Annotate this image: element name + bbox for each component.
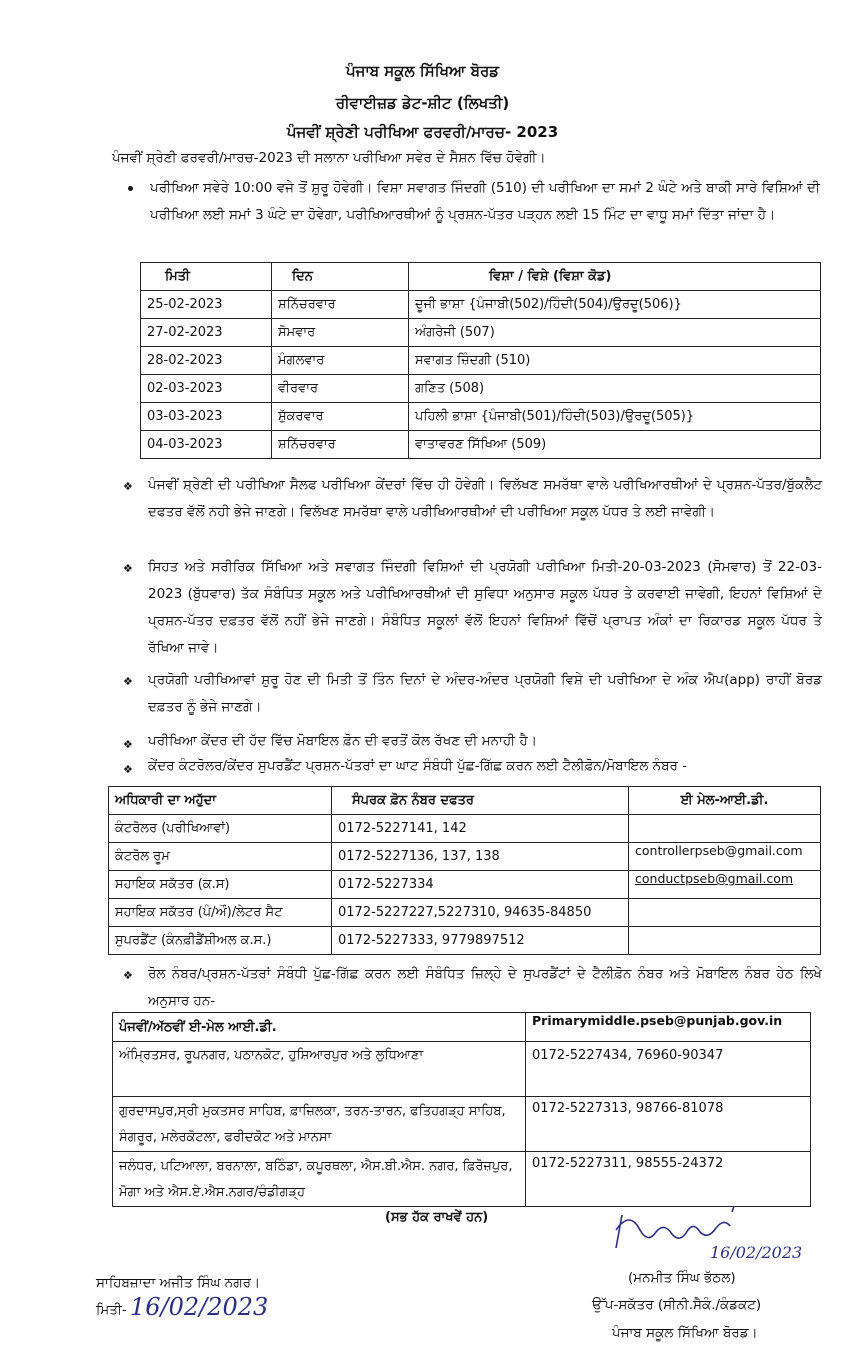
schedule-date: 28-02-2023 xyxy=(141,347,272,375)
intro-text: ਪੰਜਵੀਂ ਸ਼੍ਰੇਣੀ ਫਰਵਰੀ/ਮਾਰਚ-2023 ਦੀ ਸਲਾਨਾ ਪਰੀਖਿਆ ਸਵੇਰ ਦੇ ਸੈਸ਼ਨ ਵਿੱਚ ਹੋਵੇਗੀ। xyxy=(112,150,546,166)
districts-email-link[interactable]: Primarymiddle.pseb@punjab.gov.in xyxy=(526,1013,811,1042)
district-list: ਜਲੰਧਰ, ਪਟਿਆਲਾ, ਬਰਨਾਲਾ, ਬਠਿੰਡਾ, ਕਪੂਰਥਲਾ, ਐਸ.ਬੀ.ਐਸ. ਨਗਰ, ਫ਼ਿਰੋਜ਼ਪੁਰ, ਮੋਗਾ ਅਤੇ ਐਸ.ਏ.ਐਸ.ਨਗਰ/ਚੰਡੀਗੜ੍ਹ xyxy=(113,1152,526,1207)
table-row xyxy=(141,375,821,403)
schedule-subject: ਪਹਿਲੀ ਭਾਸ਼ਾ {ਪੰਜਾਬੀ(501)/ਹਿੰਦੀ(503)/ਉਰਦੂ(505)} xyxy=(409,403,821,431)
table-row xyxy=(109,815,821,843)
signature-date: 16/02/2023 xyxy=(710,1243,803,1262)
district-list: ਗੁਰਦਾਸਪੁਰ,ਸ੍ਰੀ ਮੁਕਤਸਰ ਸਾਹਿਬ, ਫ਼ਾਜ਼ਿਲਕਾ, ਤਰਨ-ਤਾਰਨ, ਫਤਿਹਗੜ੍ਹ ਸਾਹਿਬ, ਸੰਗਰੂਰ, ਮਲੇਰਕੋਟਲਾ, ਫਰੀਦਕੋਟ ਅਤੇ ਮਾਨਸਾ xyxy=(113,1097,526,1152)
diamond-bullet-icon: ❖ xyxy=(123,562,133,575)
bullet-icon xyxy=(128,186,133,191)
diamond-bullet-icon: ❖ xyxy=(123,738,133,751)
sheet-title: ਰੀਵਾਈਜ਼ਡ ਡੇਟ-ਸ਼ੀਟ (ਲਿਖਤੀ) xyxy=(335,94,510,112)
table-row xyxy=(109,927,821,955)
schedule-day: ਸ਼ਨਿੱਚਰਵਾਰ xyxy=(272,431,409,459)
board-title: ਪੰਜਾਬ ਸਕੂਲ ਸਿੱਖਿਆ ਬੋਰਡ xyxy=(345,62,500,80)
schedule-date: 25-02-2023 xyxy=(141,291,272,319)
schedule-day: ਸ਼ਨਿੱਚਰਵਾਰ xyxy=(272,291,409,319)
contact-email-link[interactable]: controllerpseb@gmail.com xyxy=(629,843,821,871)
contacts-table xyxy=(108,786,821,955)
schedule-date: 02-03-2023 xyxy=(141,375,272,403)
table-row xyxy=(113,1152,811,1207)
contact-phone: 0172-5227141, 142 xyxy=(332,815,629,843)
note-roll-number: ਰੋਲ ਨੰਬਰ/ਪ੍ਰਸ਼ਨ-ਪੱਤਰਾਂ ਸੰਬੰਧੀ ਪੁੱਛ-ਗਿੱਛ ਕਰਨ ਲਈ ਸੰਬੰਧਿਤ ਜ਼ਿਲ੍ਹੇ ਦੇ ਸੁਪਰਡੈਂਟਾਂ ਦੇ ਟੈਲੀਫ਼ੋਨ ਨੰਬਰ ਅਤੇ ਮੋਬਾਇਲ ਨੰਬਰ ਹੇਠ ਲਿਖੇ ਅਨੁਸਾਰ ਹਨ- xyxy=(148,966,822,1009)
table-row xyxy=(109,899,821,927)
schedule-day: ਵੀਰਵਾਰ xyxy=(272,375,409,403)
table-row xyxy=(141,431,821,459)
districts-table xyxy=(112,1012,811,1207)
contact-post: ਸਹਾਇਕ ਸਕੱਤਰ (ਪੰ/ਔ)/ਲੇਟਰ ਸੈਟ xyxy=(109,899,332,927)
district-phone: 0172-5227313, 98766-81078 xyxy=(526,1097,811,1152)
table-row xyxy=(109,871,821,899)
table-row xyxy=(141,403,821,431)
contact-phone: 0172-5227136, 137, 138 xyxy=(332,843,629,871)
signatory-org: ਪੰਜਾਬ ਸਕੂਲ ਸਿੱਖਿਆ ਬੋਰਡ। xyxy=(612,1325,758,1341)
footer-date-label: ਮਿਤੀ- xyxy=(96,1302,127,1318)
timing-note: ਪਰੀਖਿਆ ਸਵੇਰੇ 10:00 ਵਜੇ ਤੋਂ ਸ਼ੁਰੂ ਹੋਵੇਗੀ। ਵਿਸ਼ਾ ਸਵਾਗਤ ਜਿੰਦਗੀ (510) ਦੀ ਪਰੀਖਿਆ ਦਾ ਸਮਾਂ 2 ਘੰਟੇ ਅਤੇ ਬਾਕੀ ਸਾਰੇ ਵਿਸ਼ਿਆਂ ਦੀ ਪਰੀਖਿਆ ਲਈ ਸਮਾਂ 3 ਘੰਟੇ ਦਾ ਹੋਵੇਗਾ, ਪਰੀਖਿਆਰਥੀਆਂ ਨੂੰ ਪ੍ਰਸ਼ਨ-ਪੱਤਰ ਪੜ੍ਹਨ ਲਈ 15 ਮਿੰਟ ਦਾ ਵਾਧੂ ਸਮਾਂ ਦਿੱਤਾ ਜਾਂਦਾ ਹੈ। xyxy=(150,180,820,223)
table-row xyxy=(141,291,821,319)
schedule-table xyxy=(140,262,821,459)
signatory-name: (ਮਨਮੀਤ ਸਿੰਘ ਭੱਠਲ) xyxy=(628,1270,736,1286)
note-self-centre: ਪੰਜਵੀਂ ਸ਼੍ਰੇਣੀ ਦੀ ਪਰੀਖਿਆ ਸੈਲਫ ਪਰੀਖਿਆ ਕੇਂਦਰਾਂ ਵਿੱਚ ਹੀ ਹੋਵੇਗੀ। ਵਿਲੱਖਣ ਸਮਰੱਥਾ ਵਾਲੇ ਪਰੀਖਿਆਰਥੀਆਂ ਦੇ ਪ੍ਰਸ਼ਨ-ਪੱਤਰ/ਬੁੱਕਲੈਟ ਦਫਤਰ ਵੱਲੋਂ ਨਹੀ ਭੇਜੇ ਜਾਣਗੇ। ਵਿਲੱਖਣ ਸਮਰੱਥਾ ਵਾਲੇ ਪਰੀਖਿਆਰਥੀਆਂ ਦੀ ਪਰੀਖਿਆ ਸਕੂਲ ਪੱਧਰ ਤੇ ਲਈ ਜਾਵੇਗੀ। xyxy=(148,477,822,520)
contact-post: ਸੁਪਰਡੈਂਟ (ਕੰਨਫ਼ੀਡੈਂਸ਼ੀਅਲ ਕ.ਸ.) xyxy=(109,927,332,955)
schedule-day: ਮੰਗਲਵਾਰ xyxy=(272,347,409,375)
schedule-subject: ਵਾਤਾਵਰਣ ਸਿੱਖਿਆ (509) xyxy=(409,431,821,459)
contact-email-link[interactable]: conductpseb@gmail.com xyxy=(629,871,821,899)
schedule-header-subject: ਵਿਸ਼ਾ / ਵਿਸ਼ੇ (ਵਿਸ਼ਾ ਕੋਡ) xyxy=(409,263,821,291)
table-row xyxy=(141,319,821,347)
contacts-header-email: ਈ ਮੇਲ-ਆਈ.ਡੀ. xyxy=(629,787,821,815)
contact-email xyxy=(629,927,821,955)
schedule-header-date: ਮਿਤੀ xyxy=(141,263,272,291)
contacts-header-post: ਅਧਿਕਾਰੀ ਦਾ ਅਹੁੱਦਾ xyxy=(109,787,332,815)
district-phone: 0172-5227434, 76960-90347 xyxy=(526,1042,811,1097)
note-mobile: ਪਰੀਖਿਆ ਕੇਂਦਰ ਦੀ ਹੱਦ ਵਿੱਚ ਮੋਬਾਇਲ ਫ਼ੋਨ ਦੀ ਵਰਤੋਂ ਕੋਲ ਰੱਖਣ ਦੀ ਮਨਾਹੀ ਹੈ। xyxy=(148,733,537,749)
table-row xyxy=(109,843,821,871)
footer-date-value: 16/02/2023 xyxy=(130,1293,269,1321)
schedule-subject: ਸਵਾਗਤ ਜ਼ਿੰਦਗੀ (510) xyxy=(409,347,821,375)
table-row xyxy=(141,347,821,375)
contact-phone: 0172-5227227,5227310, 94635-84850 xyxy=(332,899,629,927)
contact-phone: 0172-5227333, 9779897512 xyxy=(332,927,629,955)
table-row xyxy=(113,1042,811,1097)
footer-place: ਸਾਹਿਬਜ਼ਾਦਾ ਅਜੀਤ ਸਿੰਘ ਨਗਰ। xyxy=(96,1275,261,1291)
diamond-bullet-icon: ❖ xyxy=(123,969,133,982)
schedule-day: ਸੋਮਵਾਰ xyxy=(272,319,409,347)
schedule-date: 04-03-2023 xyxy=(141,431,272,459)
schedule-header-day: ਦਿਨ xyxy=(272,263,409,291)
schedule-subject: ਦੂਜੀ ਭਾਸ਼ਾ {ਪੰਜਾਬੀ(502)/ਹਿੰਦੀ(504)/ਉਰਦੂ(506)} xyxy=(409,291,821,319)
exam-title: ਪੰਜਵੀਂ ਸ਼੍ਰੇਣੀ ਪਰੀਖਿਆ ਫਰਵਰੀ/ਮਾਰਚ- 2023 xyxy=(286,123,559,141)
contact-post: ਕੰਟਰੋਲਰ (ਪਰੀਖਿਆਵਾਂ) xyxy=(109,815,332,843)
contact-post: ਸਹਾਇਕ ਸਕੱਤਰ (ਕ.ਸ) xyxy=(109,871,332,899)
diamond-bullet-icon: ❖ xyxy=(123,763,133,776)
contact-email xyxy=(629,815,821,843)
rights-reserved: (ਸਭ ਹੱਕ ਰਾਖਵੇਂ ਹਨ) xyxy=(385,1210,489,1225)
table-row xyxy=(113,1097,811,1152)
note-contacts: ਕੇਂਦਰ ਕੰਟਰੋਲਰ/ਕੇਂਦਰ ਸੁਪਰਡੈਂਟ ਪ੍ਰਸ਼ਨ-ਪੱਤਰਾਂ ਦਾ ਘਾਟ ਸੰਬੰਧੀ ਪੁੱਛ-ਗਿੱਛ ਕਰਨ ਲਈ ਟੈਲੀਫ਼ੋਨ/ਮੋਬਾਇਲ ਨੰਬਰ - xyxy=(148,758,688,774)
schedule-subject: ਅੰਗਰੇਜੀ (507) xyxy=(409,319,821,347)
district-list: ਅੰਮ੍ਰਿਤਸਰ, ਰੂਪਨਗਰ, ਪਠਾਨਕੋਟ, ਹੁਸ਼ਿਆਰਪੁਰ ਅਤੇ ਲੁਧਿਆਣਾ xyxy=(113,1042,526,1097)
signatory-designation: ਉੱਪ-ਸਕੱਤਰ (ਸੀਨੀ.ਸੈਕੰ./ਕੰਡਕਟ) xyxy=(592,1297,762,1313)
diamond-bullet-icon: ❖ xyxy=(123,480,133,493)
note-practical: ਸਿਹਤ ਅਤੇ ਸਰੀਰਿਕ ਸਿੱਖਿਆ ਅਤੇ ਸਵਾਗਤ ਜਿੰਦਗੀ ਵਿਸ਼ਿਆਂ ਦੀ ਪ੍ਰਯੋਗੀ ਪਰੀਖਿਆ ਮਿਤੀ-20-03-2023 (ਸੋਮਵਾਰ) ਤੋਂ 22-03-2023 (ਬੁੱਧਵਾਰ) ਤੱਕ ਸੰਬੰਧਿਤ ਸਕੂਲ ਅਤੇ ਪਰੀਖਿਆਰਥੀਆਂ ਦੀ ਸੁਵਿਧਾ ਅਨੁਸਾਰ ਸਕੂਲ ਪੱਧਰ ਤੇ ਕਰਵਾਈ ਜਾਵੇਗੀ, ਇਹਨਾਂ ਵਿਸ਼ਿਆਂ ਦੇ ਪ੍ਰਸ਼ਨ-ਪੱਤਰ ਦਫ਼ਤਰ ਵੱਲੋਂ ਨਹੀਂ ਭੇਜੇ ਜਾਣਗੇ। ਸੰਬੰਧਿਤ ਸਕੂਲਾਂ ਵੱਲੋਂ ਇਹਨਾਂ ਵਿਸ਼ਿਆਂ ਵਿੱਚੋਂ ਪ੍ਰਾਪਤ ਅੰਕਾਂ ਦਾ ਰਿਕਾਰਡ ਸਕੂਲ ਪੱਧਰ ਤੇ ਰੱਖਿਆ ਜਾਵੇ। xyxy=(148,559,822,656)
diamond-bullet-icon: ❖ xyxy=(123,675,133,688)
contact-phone: 0172-5227334 xyxy=(332,871,629,899)
contact-email xyxy=(629,899,821,927)
contacts-header-phone: ਸੰਪਰਕ ਫ਼ੋਨ ਨੰਬਰ ਦਫਤਰ xyxy=(332,787,629,815)
schedule-day: ਸ਼ੁੱਕਰਵਾਰ xyxy=(272,403,409,431)
districts-header: ਪੰਜਵੀਂ/ਅੱਠਵੀਂ ਈ-ਮੇਲ ਆਈ.ਡੀ. xyxy=(113,1013,526,1042)
schedule-date: 27-02-2023 xyxy=(141,319,272,347)
contact-post: ਕੰਟਰੋਲ ਰੂਮ xyxy=(109,843,332,871)
note-app: ਪ੍ਰਯੋਗੀ ਪਰੀਖਿਆਵਾਂ ਸ਼ੁਰੂ ਹੋਣ ਦੀ ਮਿਤੀ ਤੋਂ ਤਿੰਨ ਦਿਨਾਂ ਦੇ ਅੰਦਰ-ਅੰਦਰ ਪ੍ਰਯੋਗੀ ਵਿਸ਼ੇ ਦੀ ਪਰੀਖਿਆ ਦੇ ਅੰਕ ਐਪ(app) ਰਾਹੀਂ ਬੋਰਡ ਦਫ਼ਤਰ ਨੂੰ ਭੇਜੇ ਜਾਣਗੇ। xyxy=(148,672,822,715)
schedule-subject: ਗਣਿਤ (508) xyxy=(409,375,821,403)
district-phone: 0172-5227311, 98555-24372 xyxy=(526,1152,811,1207)
schedule-date: 03-03-2023 xyxy=(141,403,272,431)
